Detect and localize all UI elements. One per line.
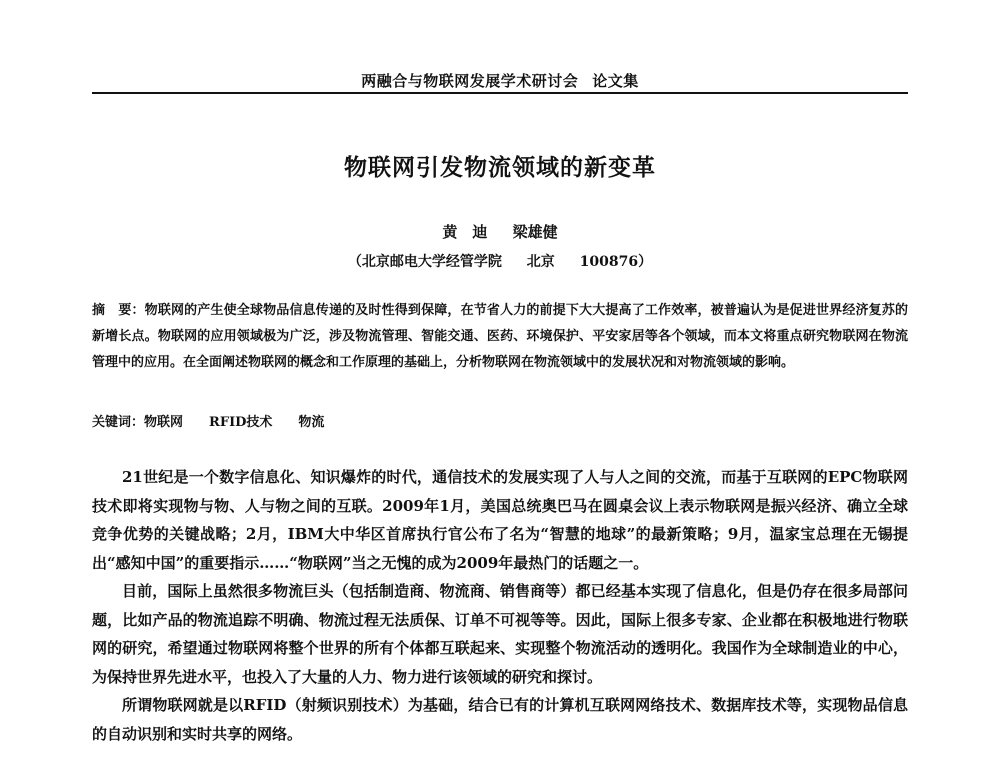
abstract-label: 摘 要：	[92, 303, 145, 318]
author-name: 梁雄健	[512, 223, 558, 241]
affiliation	[0, 251, 1000, 271]
author-list	[0, 221, 1000, 242]
keyword: 物联网	[144, 415, 184, 430]
keywords-label: 关键词：	[92, 415, 145, 430]
affiliation-org: （北京邮电大学经管学院	[347, 254, 502, 270]
keywords	[92, 410, 908, 436]
body-paragraph: 所谓物联网就是以RFID（射频识别技术）为基础，结合已有的计算机互联网网络技术、数据库技术等，实现物品信息的自动识别和实时共享的网络。	[92, 696, 908, 743]
header-rule	[92, 92, 908, 94]
affiliation-postcode: 100876）	[579, 254, 653, 270]
keyword: 物流	[298, 415, 325, 430]
affiliation-city: 北京	[526, 254, 555, 270]
running-header-label: 论文集	[592, 72, 639, 90]
body-paragraph: 21世纪是一个数字信息化、知识爆炸的时代，通信技术的发展实现了人与人之间的交流，而基于互联网的EPC物联网技术即将实现物与物、人与物之间的互联。2009年1月，美国总统奥巴马在圆桌会议上表示物联网是振兴经济、确立全球竞争优势的关键战略；2月，IBM大中华区首席执行官公布了名为“智慧的地球”的最新策略；9月，温家宝总理在无锡提出“感知中国”的重要指示……“物联网”当之无愧的成为2009年最热门的话题之一。	[92, 468, 908, 572]
keyword: RFID技术	[209, 415, 273, 430]
running-header-title: 两融合与物联网发展学术研讨会	[361, 72, 579, 90]
abstract-text: 物联网的产生使全球物品信息传递的及时性得到保障，在节省人力的前提下大大提高了工作效率，被普遍认为是促进世界经济复苏的新增长点。物联网的应用领域极为广泛，涉及物流管理、智能交通、医药、环境保护、平安家居等各个领域，而本文将重点研究物联网在物流管理中的应用。在全面阐述物联网的概念和工作原理的基础上，分析物联网在物流领域中的发展状况和对物流领域的影响。	[92, 303, 908, 370]
body-text	[92, 463, 908, 748]
running-header	[0, 70, 1000, 91]
abstract	[92, 298, 908, 376]
author-name: 黄 迪	[442, 223, 488, 241]
paper-title: 物联网引发物流领域的新变革	[344, 155, 656, 181]
body-paragraph: 目前，国际上虽然很多物流巨头（包括制造商、物流商、销售商等）都已经基本实现了信息化，但是仍存在很多局部问题，比如产品的物流追踪不明确、物流过程无法质保、订单不可视等等。因此，国际上很多专家、企业都在积极地进行物联网的研究，希望通过物联网将整个世界的所有个体都互联起来、实现整个物流活动的透明化。我国作为全球制造业的中心，为保持世界先进水平，也投入了大量的人力、物力进行该领域的研究和探讨。	[92, 582, 908, 686]
